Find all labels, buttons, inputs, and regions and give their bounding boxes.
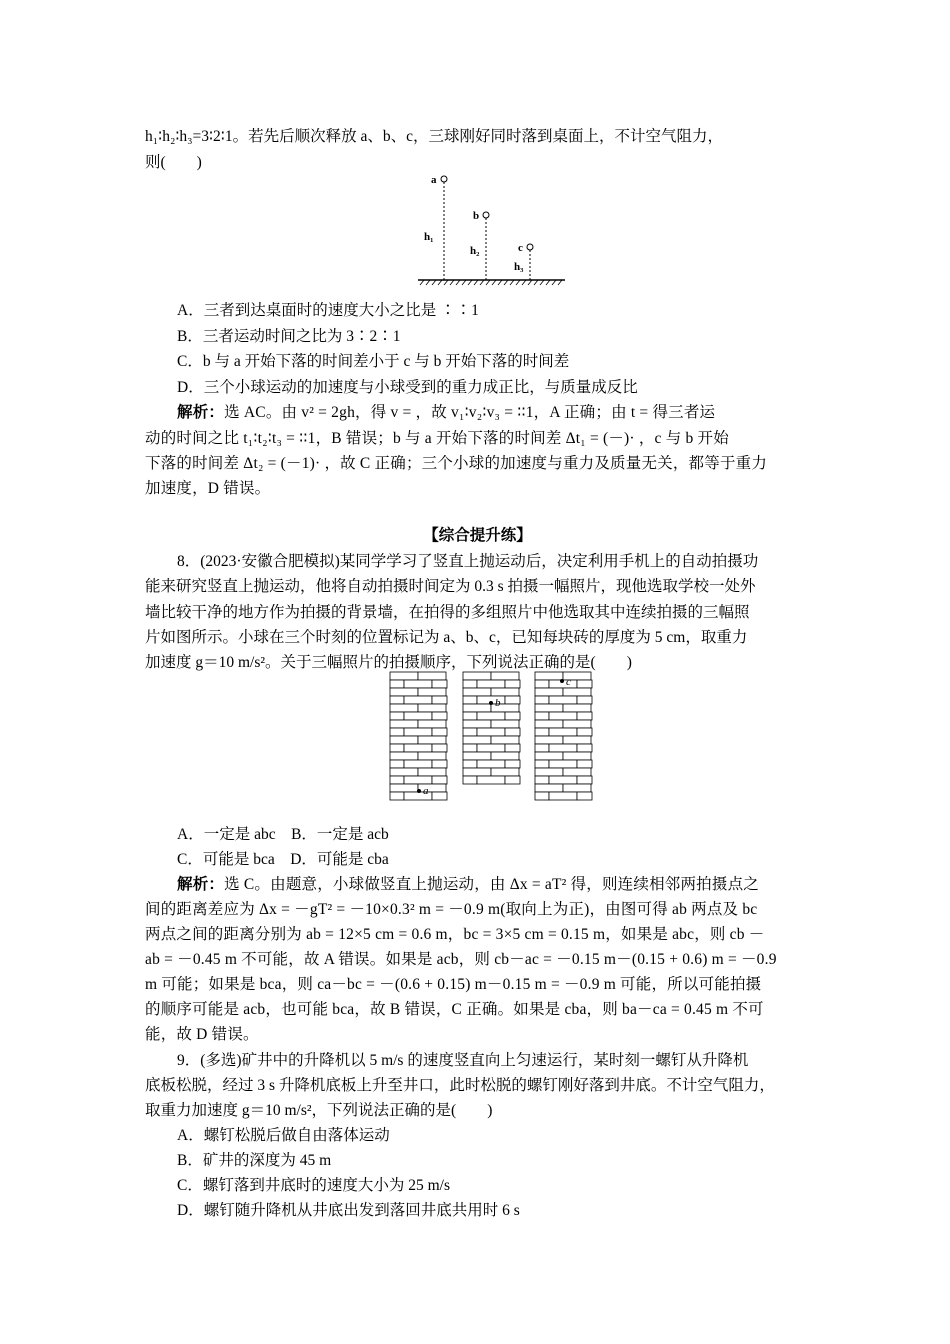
brick [390,744,404,752]
photo-c-label: c [566,676,571,688]
brick [491,672,519,680]
brick [491,688,519,696]
q7-analysis-label: 解析： [177,404,225,421]
brick [505,744,520,752]
brick [535,712,549,720]
brick [404,744,432,752]
brick [505,696,520,704]
brick [463,776,477,784]
brick [463,672,491,680]
q8-options-line-2: C．可能是 bca D．可能是 cba [177,851,389,868]
brick [463,736,491,744]
brick [404,776,432,784]
brick [535,752,563,760]
brick [477,712,505,720]
ball-c-dot [560,679,564,683]
brick [390,712,404,720]
brick [477,776,505,784]
brick [535,696,549,704]
brick [390,784,418,792]
brick [535,776,549,784]
brick [463,752,491,760]
brick [404,696,432,704]
brick [549,776,577,784]
brick [390,720,418,728]
q8-analysis-line-2: 间的距离差应为 Δx = －gT² = －10×0.3² m = －0.9 m(取向上为正)，由图可得 ab 两点及 bc [145,901,758,918]
q8-stem-line-1: 8．(2023·安徽合肥模拟)某同学学习了竖直上抛运动后，决定利用手机上的自动拍摄功 [177,553,759,570]
brick [390,704,418,712]
brick [477,744,505,752]
brick [390,768,418,776]
brick [463,760,477,768]
ball-a-dot [417,789,421,793]
q9-stem-line-3: 取重力加速度 g＝10 m/s²，下列说法正确的是( ) [145,1102,493,1119]
brick [390,752,418,760]
brick [390,680,404,688]
brick [535,784,563,792]
brick [432,776,447,784]
brick [390,776,404,784]
brick [463,688,491,696]
brick [549,712,577,720]
brick [535,672,563,680]
q8-analysis-line-4: ab = －0.45 m 不可能，故 A 错误。如果是 acb，则 cb－ac = －0.15 m－(0.15 + 0.6) m = －0.9 [145,951,777,968]
q7-option-a: A．三者到达桌面时的速度大小之比是 ∶∶1 [177,302,479,319]
q9-option-c: C．螺钉落到井底时的速度大小为 25 m/s [177,1177,450,1194]
q8-analysis-line-5: m 可能；如果是 bca，则 ca－bc = －(0.6 + 0.15) m－0.15 m = －0.9 m 可能，所以可能拍摄 [145,976,762,993]
q7-stem-line-2: 则( ) [145,154,202,171]
q7-option-b: B．三者运动时间之比为 3∶2∶1 [177,328,401,345]
brick [563,752,591,760]
brick [563,768,591,776]
q7-option-c: C．b 与 a 开始下落的时间差小于 c 与 b 开始下落的时间差 [177,353,570,370]
q7-stem-line-1: h₁∶h₂∶h₃=3∶2∶1。若先后顺次释放 a、b、c，三球刚好同时落到桌面上，不计空气阻力， [145,128,723,145]
brick [563,784,591,792]
q7-analysis-text-1: 选 AC。由 v² = 2gh，得 v = ，故 v₁∶v₂∶v₃ = ∶∶1，A 正确；由 t = 得三者运 [224,404,716,421]
brick [404,680,432,688]
brick [390,696,404,704]
brick [418,720,446,728]
brick [463,744,477,752]
ball-b-dot [489,701,493,705]
q8-options-line-1: A．一定是 abc B．一定是 acb [177,826,389,843]
brick [563,688,591,696]
brick [535,768,563,776]
brick [432,728,447,736]
q7-analysis-line-2: 动的时间之比 t₁∶t₂∶t₃ = ∶∶1，B 错误；b 与 a 开始下落的时间差 Δt₁ = (－)· ，c 与 b 开始 [145,430,729,447]
brick [463,728,477,736]
photo-b-label: b [495,697,501,709]
brick [535,792,549,800]
ball-b-label: b [473,210,480,222]
brick [418,768,446,776]
brick [535,720,563,728]
ball-c [527,244,533,250]
brick [390,760,404,768]
brick [505,680,520,688]
brick [463,720,491,728]
h1-label: h₁ [424,231,434,243]
q7-option-d: D．三个小球运动的加速度与小球受到的重力成正比，与质量成反比 [177,379,638,396]
q8-analysis-line-6: 的顺序可能是 acb，也可能 bca，故 B 错误，C 正确。如果是 cba，则 ba－ca = 0.45 m 不可 [145,1001,764,1018]
brick [549,696,577,704]
brick [491,736,519,744]
brick [535,744,549,752]
brick [491,768,519,776]
brick [535,704,563,712]
brick [491,752,519,760]
brick [390,736,418,744]
brick [432,680,447,688]
brick [418,752,446,760]
q9-option-b: B．矿井的深度为 45 m [177,1152,332,1169]
q8-stem-line-5: 加速度 g＝10 m/s²。关于三幅照片的拍摄顺序，下列说法正确的是( ) [145,654,632,671]
brick [549,728,577,736]
brick [577,696,592,704]
brick [463,704,491,712]
brick [505,760,520,768]
brick [491,720,519,728]
brick [432,696,447,704]
q9-stem-line-1: 9．(多选)矿井中的升降机以 5 m/s 的速度竖直向上匀速运行，某时刻一螺钉从升降机 [177,1052,749,1069]
q8-stem-line-2: 能来研究竖直上抛运动，他将自动拍摄时间定为 0.3 s 拍摄一幅照片，现他选取学校一处外 [145,578,756,595]
brick [432,760,447,768]
q9-option-d: D．螺钉随升降机从井底出发到落回井底共用时 6 s [177,1202,520,1219]
brick [563,720,591,728]
q8-stem-line-4: 片如图所示。小球在三个时刻的位置标记为 a、b、c，已知每块砖的厚度为 5 cm，取重力 [145,629,748,646]
brick [404,712,432,720]
brick [577,728,592,736]
brick [505,776,520,784]
q7-drop-figure [410,170,570,290]
q7-analysis-line-1 [177,400,842,426]
brick [463,696,477,704]
brick [535,736,563,744]
brick [463,680,477,688]
brick [549,760,577,768]
brick [432,744,447,752]
brick [563,736,591,744]
brick [418,672,446,680]
brick [577,744,592,752]
brick [390,792,404,800]
brick [390,728,404,736]
q8-analysis-line-7: 能，故 D 错误。 [145,1026,259,1043]
brick [418,688,446,696]
brick [535,680,549,688]
brick [549,792,577,800]
section-title: 【综合提升练】 [423,527,532,544]
brick [535,760,549,768]
brick [505,728,520,736]
brick [418,736,446,744]
brick [577,776,592,784]
q8-analysis-text-1: 选 C。由题意，小球做竖直上抛运动，由 Δx = aT² 得，则连续相邻两拍摄点之 [224,876,759,893]
h2-label: h₂ [470,245,480,257]
ball-a-label: a [431,174,437,186]
brick [432,792,447,800]
brick [477,728,505,736]
brick [535,728,549,736]
brick [418,704,446,712]
brick [463,768,491,776]
brick [577,712,592,720]
ball-b [483,212,489,218]
brick [477,680,505,688]
q8-stem-line-3: 墙比较干净的地方作为拍摄的背景墙，在拍得的多组照片中他选取其中连续拍摄的三幅照 [145,604,750,621]
brick [535,688,563,696]
q7-analysis-line-3: 下落的时间差 Δt₂ = (－1)· ，故 C 正确；三个小球的加速度与重力及质量无关，都等于重力 [145,455,768,472]
q8-brick-wall-figure [385,670,600,810]
brick [505,712,520,720]
brick [577,792,592,800]
h3-label: h₃ [514,261,524,273]
q9-stem-line-2: 底板松脱，经过 3 s 升降机底板上升至井口，此时松脱的螺钉刚好落到井底。不计空气阻力， [145,1077,775,1094]
q8-analysis-line-3: 两点之间的距离分别为 ab = 12×5 cm = 0.6 m，bc = 3×5 cm = 0.15 m，如果是 abc，则 cb － [145,926,765,943]
q8-analysis-line-1 [177,872,842,898]
q7-analysis-line-4: 加速度，D 错误。 [145,480,271,497]
ball-a [441,176,447,182]
brick [390,688,418,696]
brick [577,760,592,768]
brick [390,672,418,680]
brick [404,728,432,736]
photo-a-label: a [423,785,429,797]
brick [563,704,591,712]
brick [463,712,477,720]
brick [549,744,577,752]
brick [577,680,592,688]
ball-c-label: c [518,242,523,254]
brick [477,760,505,768]
brick [432,712,447,720]
q8-analysis-label: 解析： [177,876,225,893]
q9-option-a: A．螺钉松脱后做自由落体运动 [177,1127,390,1144]
brick [404,760,432,768]
